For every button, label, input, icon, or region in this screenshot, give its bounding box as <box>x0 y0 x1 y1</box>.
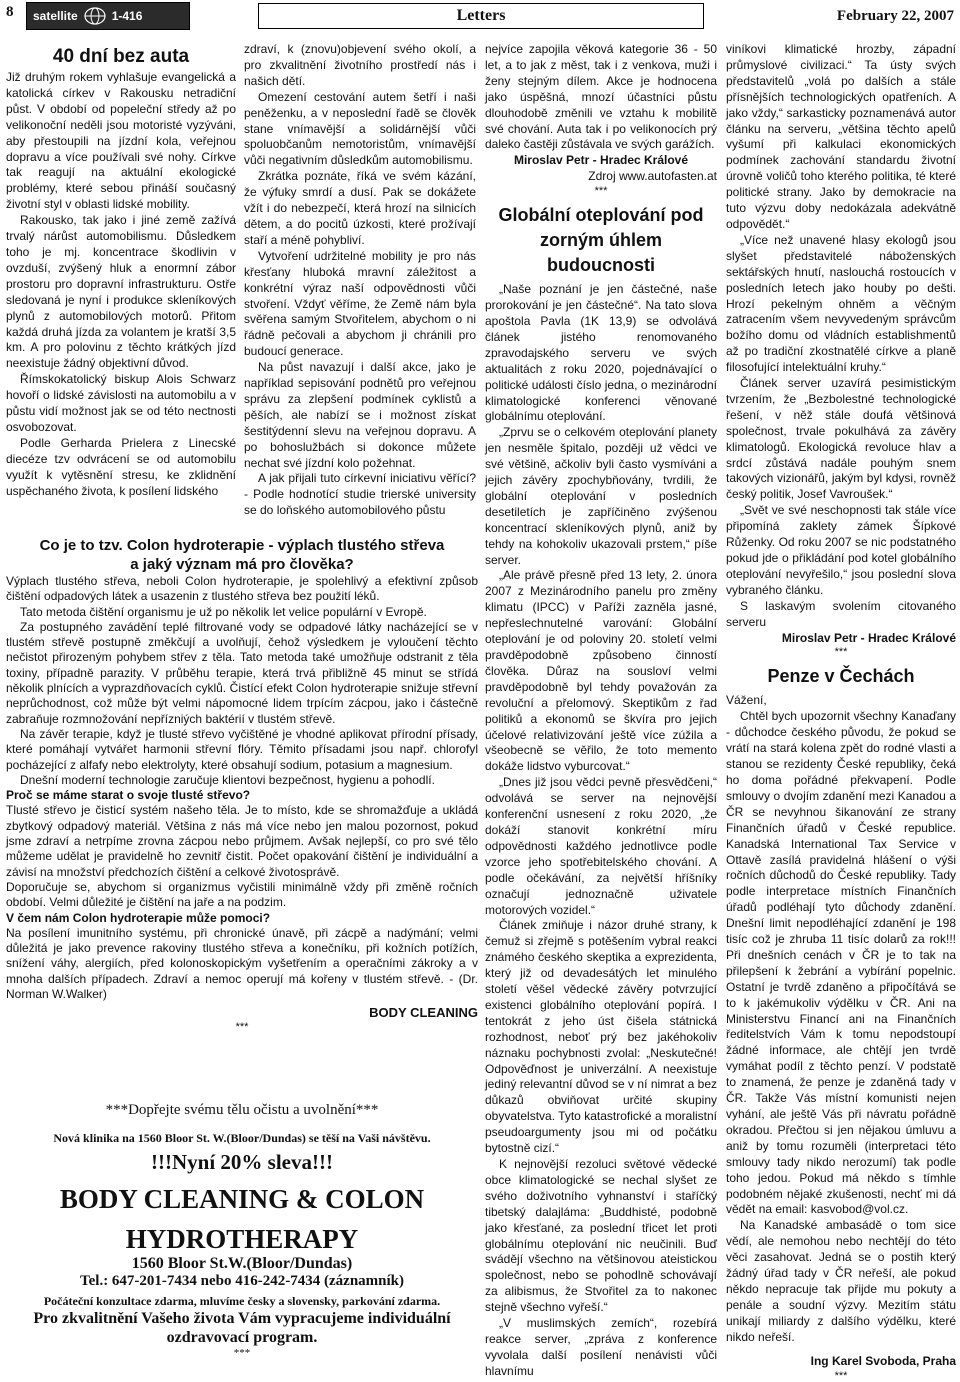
logo-text: satellite <box>33 9 78 23</box>
advertisement <box>6 1096 478 1359</box>
paragraph: Za postupného zavádění teplé filtrované vody se odpadové látky nacházející se v tlustém střevě postupně změkčují a uvolňují, čehož výsledkem je vyloučení těchto nečistot přirozeným pohybem střev z těla. Tato metoda také umožňuje odstranit z těla toxiny, případně parazity. V průběhu terapie, která trvá přibližně 45 minut se střídá několik plnících a vyprazdňovacích cyklů. Čistící efekt Colon hydroterapie snižuje střevní neprůchodnost, což může být velmi nápomocné lidem trpícím zácpou, jako i částečně zabraňuje rozmnožování nepřízniých baktérií v tlustém střevě. <box>6 619 478 726</box>
ad-name-line2: HYDROTHERAPY <box>125 1224 359 1254</box>
paragraph: „Více než unavené hlasy ekologů jsou slyšet představitelé náboženských sektářských hnutí, naslouchá rostoucích v posledních letech jako houby po dešti. Hrozí pekelným ohněm a věčným zatracením všem nevyvedeným správcům božího domu od vládních establishmentů až po tradiční zkostnatělé církve a planě filosofující intelektuální kruhy.“ <box>726 232 956 375</box>
ad-address: 1560 Bloor St.W.(Bloor/Dundas) <box>131 1255 353 1272</box>
paragraph: Dnešní moderní technologie zaručuje klientovi bezpečnost, hygienu a pohodlí. <box>20 772 435 787</box>
ad-clinic: Nová klinika na 1560 Bloor St. W.(Bloor/Dundas) se těší na Vaši návštěvu. <box>53 1131 431 1145</box>
paragraph: A jak přijali tuto církevní iniciativu věřící? - Podle hodnotící studie trierské university se do loňského automobilového půstu <box>244 471 476 518</box>
section-title: Letters <box>258 3 704 29</box>
separator-stars: *** <box>235 1020 249 1033</box>
paragraph: Článek server uzavírá pesimistickým tvrzením, že „Bezbolestné technologické řešení, v něž stále doufá většinová společnost, trvale pokulhává za závěry klimatologů. Ekologická revoluce hlav a srdcí zůstává nadále pouhým snem takových vizionářů, jakým byl kdysi, rovněž český politik, Josef Vavroušek.“ <box>726 376 956 502</box>
paragraph: Vytvoření udržitelné mobility je pro nás křesťany hluboká mravní záležitost a konkrétní výraz naší odpovědnosti vůči stvoření. Vždyť věříme, že Země nám byla svěřena samým Stvořitelem, abychom o ni řádně pečovali a abychom ji chránili pro budoucí generace. <box>244 248 476 359</box>
question-heading: Proč se máme starat o svoje tlusté střevo? <box>6 788 251 803</box>
separator-stars: *** <box>233 1347 251 1359</box>
article-globalni-oteplovani <box>485 42 717 1380</box>
article-penze-v-cechach <box>726 42 956 1382</box>
author-signature: BODY CLEANING <box>369 1005 478 1021</box>
ad-consult: Počáteční konzultace zdarma, mluvíme česky a slovensky, parkování zdarma. <box>43 1294 441 1308</box>
article-40-dni-cont <box>244 42 476 519</box>
issue-date: February 22, 2007 <box>836 8 954 24</box>
paragraph: „V muslimských zemích“, rozebírá reakce server, „zpráva z konference vyvolala další posílení nenávisti vůči hlavnímu <box>485 1316 717 1378</box>
paragraph: zdraví, k (znovu)objevení svého okolí, a pro zkvalitnění životního prostředí nás i našich dětí. <box>244 42 476 88</box>
question-heading: V čem nám Colon hydroterapie může pomoci? <box>6 910 271 925</box>
paragraph: „Naše poznání je jen částečné, naše prorokování je jen částečné“. Na tato slova apoštola Pavla (1K 13,9) se odvolává článek jistého renomovaného zpravodajského serveru ve svých aktualitách z roku 2020, pojednávající o politické události číslo jedna, o mezinárodní klimatologické konferenci věnované globálnímu oteplování. <box>485 282 717 424</box>
paragraph: Na závěr terapie, když je tlusté střevo vyčištěné je vhodné aplikovat přírodní přísady, které pomáhají vytvářet harmonii střevní flóry. Těmito přísadami jsou např. chlorofyl pocházející z alfafy nebo elektrolyty, které obsahují sodium, potasium a magnesium. <box>6 726 478 772</box>
paragraph: nejvíce zapojila věková kategorie 36 - 50 let, a to jak z měst, tak i z venkova, muži i ženy stejným dílem. Akce je hodnocena jako úspěšná, mnozí účastníci půstu dlouhodobě změnili ve vztahu k mobilitě své chování. Auta tak i po velikonocích prý daleko častěji zůstávala ve svých garážích. <box>485 42 717 152</box>
paragraph: S laskavým svolením citovaného serveru <box>726 598 956 629</box>
ad-name-line1: BODY CLEANING & COLON <box>59 1184 425 1214</box>
author-signature: Miroslav Petr - Hradec Králové <box>513 153 689 168</box>
separator-stars: *** <box>834 646 848 659</box>
separator-stars: *** <box>594 185 608 198</box>
ad-sale: !!!Nyní 20% sleva!!! <box>151 1150 333 1174</box>
paragraph: viníkovi klimatické hrozby, západní průmyslové civilizaci.“ Ta ústy svých představitelů „volá po dalších a stále přísnějších technologických opatřeních. A jako vždy,“ sarkasticky poznamenává autor článku na serveru, „většina těchto apelů vyšumí při kalkulaci ekonomických podmínek zachování standardu životní úrovně voličů toho kterého politika, té které politické strany. Jako by demokracie na tuto výzvu doby nedokázala adekvátně odpovědět.“ <box>726 42 956 231</box>
page-number: 8 <box>6 4 14 20</box>
paragraph: Chtěl bych upozornit všechny Kanaďany - důchodce českého původu, že pokud se vrátí na stará kolena zpět do rodné vlasti a stanou se rezidenty České republiky, čeká ho doma pořádné překvapení. Podle smlouvy o dvojím zdanění mezi Kanadou a ČR se nevyhnou šikanování ze strany Finančních úřadů v České republice. Kanadská International Tax Service v Ottavě zasílá pravidelná hlášení o výši ročních důchodů do České republiky. Tady podle interpretace místních Finančních úřadů podléhají tyto důchody zdanění. Dnešní limit nepodléhající zdanění je 198 tisíc což je zhruba 11 tisíc dolarů za rok!!! Při dnešních cenách v ČR je to tak na přilepšení k žebrání a vybírání popelnic. Ostatní je tvrdě zdaněno a připočítává se to k jakémukoliv výdělku v ČR. Ani na Ministerstvu Financí ani na Finančních ředitelstvích Vám k tomu nepodstoupí žádné informace, ale chtějí jen tvrdě vymáhat podíl z těchto penzí. V podstatě to znamená, že penze je zdaněná tady v ČR. Takže Vás místní komunisti nejen vyhání, ale ještě Vás při návratu pořádně okradou. Přečtou si jen nějakou úmluvu a aniž by tomu rozuměli (interpretaci této smlouvy tady nikdo nerozumí) tak podle toho jedou. Pokud má někdo s tímhle podobném nějaké zkušenosti, nechť mi dá vědět na email: kasvobod@vol.cz. <box>726 709 956 1217</box>
globe-icon <box>83 7 107 25</box>
article-title: 40 dní bez auta <box>52 46 190 67</box>
paragraph: Tlusté střevo je čisticí systém našeho těla. Je to místo, kde se shromažďuje a ukládá zbytkový odpadový materiál. Většina z nás má více nebo jen malou pozornost, pokud jsme zdraví a netrpíme zrovna zácpou nebo průjmem. Avšak nejlepší, co pro své tělo můžeme udělat je pravidelně ho zevnitř čistit. Počet opakování čištění je individuální a závisí na množství předchozích čištění a celkové životosprávě. <box>6 803 478 879</box>
paragraph: „Ale právě přesně před 13 lety, 2. února 2007 z Mezinárodního panelu pro změny klimatu (IPCC) v Paříži zazněla jasné, nepřeslechnutelné varování: Globální oteplování je od poloviny 20. století velmi pravděpodobně způsobeno činností člověka. Důraz na sousloví velmi pravděpodobně byl tehdy považován za revoluční a přelomový. Skeptikům z řad politiků a ekonomů se škvíra pro jejich účelové relativizování ještě více zúžila a všeobecně se věřilo, že toto memento dokáže lidstvo vyburcovat.“ <box>485 568 717 774</box>
paragraph: Článek zmiňuje i názor druhé strany, k čemuž si zřejmě s potěšením vybral reakci známého českého skeptika a exprezidenta, který již od devadesátých let minulého století věšel vědecké závěry potvrzující existenci globálního oteplování popírá. I tentokrát z jeho úst čišela státnická rozhodnost, neboť prý bez jakéhokoliv náznaku pochybnosti zvolal: „Neskutečné! Odpověďnost je univerzální. A neexistuje jediný relevantní důvod se v ní nimrat a bez důkazů obviňovat určité skupiny obyvatelstva. Tyto katastrofické a moralistní pseudoargumenty jsou mi od počátku bytostně cizí.“ <box>485 918 717 1156</box>
logo-issue: 1-416 <box>111 9 143 23</box>
paragraph: Omezení cestování autem šetří i naši peněženku, a v neposlední řadě se člověk stane vnímavější a solidárnější vůči spoluobčanům nemotoristům, vnímavější vůči negativním důsledkům automobilismu. <box>244 89 476 168</box>
paragraph: Na půst navazují i další akce, jako je například sepisování podnětů pro veřejnou správu za zlepšení podmínek cyklistů a pěších, ale nabízí se i možnost získat šestitýdenní slevu na veřejnou dopravu. A po bohoslužbách si dokonce můžete nechat své jízdní kolo požehnat. <box>244 360 476 470</box>
paragraph: Již druhým rokem vyhlašuje evangelická a katolická církev v Rakousku netradiční půst. V období od popeleční středy až po velikonoční neděli jsou motoristé vyzýváni, aby přestoupili na jízdní kola, veřejnou dopravu a více používali své nohy. Církve tak reagují na aktuální ekologické problémy, které sebou přináší současný životní styl v oblasti lidské mobility. <box>6 70 236 212</box>
separator-stars: *** <box>834 1369 848 1382</box>
paragraph: Zkrátka poznáte, říká ve svém kázání, že výfuky smrdí a dusí. Pak se dokážete vžít i do nebezpečí, která hrozí na silnicích dětem, a do pocitů úzkosti, které prožívají staří a méně pohybliví. <box>244 169 476 247</box>
article-title: Globální oteplování pod zorným úhlem budoucnosti <box>498 205 704 276</box>
article-colon-hydroterapie <box>6 536 478 1033</box>
paragraph: Podle Gerharda Prielera z Linecské diecéze tzv odvrácení se od automobilu využít k vytěsnění stresu, ke zklidnění uspěchaného života, k posílení lidského <box>6 435 236 498</box>
paragraph: „Zprvu se o celkovém oteplování planety jen nesměle špitalo, později už vědci ve své většině, ačkoliv byli často vysmíváni a jejich závěry zpochybňovány, tvrdili, že globální oteplování v posledních desetiletích je zapříčiněno zvýšenou koncentrací skleníkových plynů, aniž by tehdy na kohokoliv ukazovali prstem,“ píše server. <box>485 425 717 567</box>
paragraph: „Dnes již jsou vědci pevně přesvědčeni,“ odvolává se server na nejnovější konferenční usnesení z roku 2020, „že dokáží stanovit konkrétní míru odpovědnosti každého jednotlivce podle vzorce jeho spotřebitelského chování. A podle očekávání, za největší hříšníky označují jednoznačně uživatele motorových vozidel.“ <box>485 775 717 917</box>
paragraph: Rakousko, tak jako i jiné země zažívá trvalý nárůst automobilismu. Důsledkem toho je mj. koncentrace škodlivin v ovzduší, zvýšený hluk a enormní zábor prostoru pro dopravní infrastrukturu. Ostře sledovaná je nyní i produkce skleníkových plynů z automobilových motorů. Přitom každá druhá jízda za volantem je kratší 3,5 km. A pro polovinu z těchto krátkých jízd neexistuje žádný objektivní důvod. <box>6 213 236 371</box>
page-header <box>0 0 960 34</box>
ad-slogan-line2: ozdravovací program. <box>166 1329 318 1346</box>
source-line: Zdroj www.autofasten.at <box>588 169 717 184</box>
author-signature: Miroslav Petr - Hradec Králové <box>781 630 956 645</box>
paragraph: Římskokatolický biskup Alois Schwarz hovoří o lidské závislosti na automobilu a v půstu vidí možnost jak se od této nectnosti osvobozovat. <box>6 372 236 434</box>
ad-slogan-line1: Pro zkvalitnění Vašeho života Vám vypracujeme individuální <box>33 1310 451 1327</box>
ad-phone: Tel.: 647-201-7434 nebo 416-242-7434 (záznamník) <box>79 1273 405 1289</box>
greeting: Vážení, <box>726 693 767 708</box>
article-subtitle: a jaký význam má pro člověka? <box>130 556 354 573</box>
paragraph: Doporučuje se, abychom si organizmus vyčistili minimálně vždy při změně ročních období. Velmi důležité je čištění na jaře a na podzim. <box>6 879 478 910</box>
article-40-dni <box>6 42 236 499</box>
author-signature: Ing Karel Svoboda, Praha <box>810 1353 956 1368</box>
article-title: Co je to tzv. Colon hydroterapie - výplach tlustého střeva <box>39 537 445 554</box>
paragraph: Tato metoda čištění organismu je už po několik let velice populární v Evropě. <box>20 604 427 619</box>
paragraph: „Svět ve své neschopnosti tak stále více připomíná zaklety zámek Šípkové Růženky. Od roku 2007 se nic podstatného pokud jde o přikládání pod kotel globálního oteplování nevyřešilo,“ jsou poslední slova vybraného článku. <box>726 503 956 597</box>
article-title: Penze v Čechách <box>767 666 915 687</box>
paragraph: Na Kanadské ambasádě o tom sice vědí, ale nemohou nebo nechtějí do této věci zasahovat. Jedná se o postih který žádný úřad tady v ČR neřeší, ale pokud někdo nepracuje tak přijde mu pokuty a penále a soudní výzvy. Mezitím státu unikají miliardy z dalšího výdělku, které nikdo neřeší. <box>726 1218 956 1344</box>
paragraph: K nejnovější rezoluci světové vědecké obce klimatologické se nechal slyšet ze svého doživotního vyhnanství i staříčký tibetský dalajláma: „Buddhisté, podobně jako křesťané, za poslední třicet let proti globálnímu oteplování nic neučinili. Buď svádějí všechno na většinovou ateistickou společnost, nebo se pohodlně schovávají za alibismus, že Stvořitel za to nakonec stejně všechno vyřeší.“ <box>485 1157 717 1315</box>
ad-tagline: ***Dopřejte svému tělu očistu a uvolnění*** <box>105 1102 379 1118</box>
paragraph: Výplach tlustého střeva, neboli Colon hydroterapie, je spolehlivý a efektivní způsob čištění odpadových látek a usazenin z tlustého střeva bez použití léků. <box>6 574 478 604</box>
paragraph: Na posílení imunitního systému, při chronické únavě, při zácpě a nadýmání; velmi důležitá je jako prevence rakoviny tlustého střeva a konečníku, při kožních potížích, snížení váhy, alergiích, před kolonoskopickým vyšetřením a operačními zákroky a v mnoha dalších případech. Zdraví a nemoc operují má kořeny v tlustém střevě. - (Dr. Norman W.Walker) <box>6 925 478 1002</box>
newspaper-logo <box>26 2 190 30</box>
